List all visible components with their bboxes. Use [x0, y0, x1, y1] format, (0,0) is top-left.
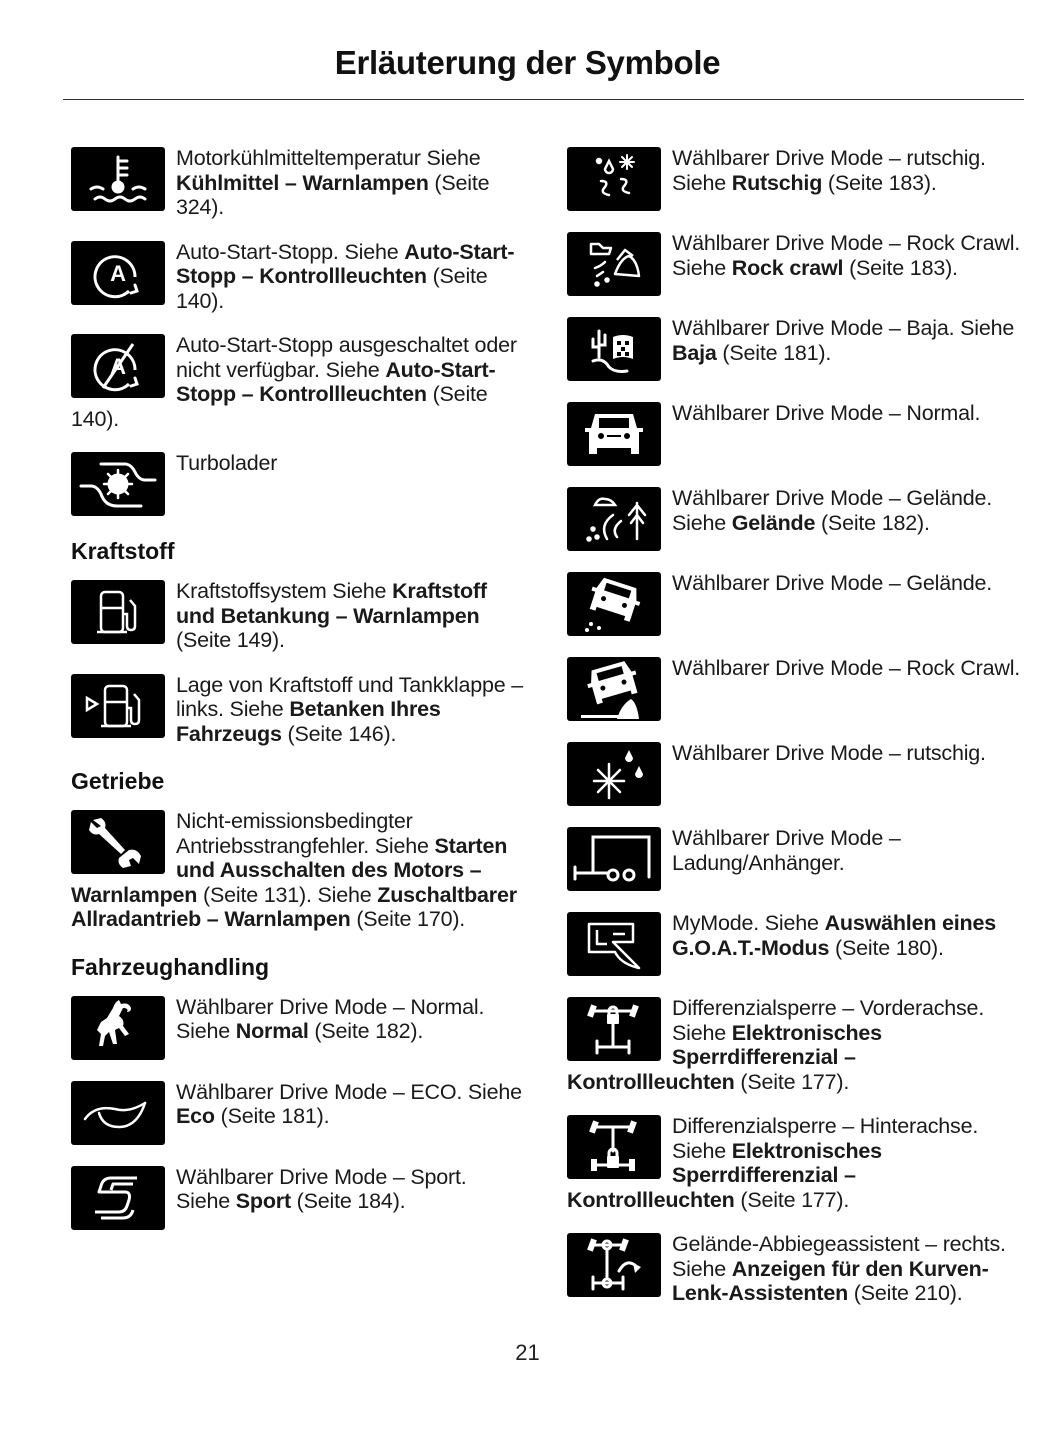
reference-link[interactable]: Kühlmittel – Warnlampen: [176, 170, 429, 195]
rear-diff-lock-icon: [567, 1115, 661, 1179]
reference-link[interactable]: Auto-Start-Stopp – Kontrollleuchten: [176, 357, 496, 406]
wrench-icon: [71, 810, 165, 874]
fuel-pump-icon: [71, 580, 165, 644]
reference-link[interactable]: Baja: [672, 340, 717, 365]
right-column: [567, 146, 1022, 1326]
svg-text:A: A: [110, 260, 126, 286]
reference-link[interactable]: Starten und Ausschalten des Motors – Warnlampen: [71, 833, 508, 907]
symbol-entry: Wählbarer Drive Mode – Normal. Siehe Normal (Seite 182).: [71, 995, 526, 1060]
reference-link[interactable]: Gelände: [731, 510, 816, 535]
symbol-entry: Wählbarer Drive Mode – Gelände.: [567, 571, 1022, 636]
reference-link[interactable]: Rutschig: [731, 170, 823, 195]
mymode-r-icon: [567, 912, 661, 976]
reference-link[interactable]: Auto-Start-Stopp – Kontrollleuchten: [176, 239, 515, 288]
slippery-mode-icon: [567, 147, 661, 211]
reference-link[interactable]: Elektronisches Sperrdifferenzial – Kontrollleuchten: [567, 1020, 882, 1094]
section-heading-kraftstoff: Kraftstoff: [71, 538, 175, 564]
terrain-mode-icon: [567, 487, 661, 551]
rock-crawl-mode-icon: [567, 232, 661, 296]
page-title: Erläuterung der Symbole: [334, 44, 721, 81]
offroad-vehicle-tilt-icon: [567, 572, 661, 636]
reference-link[interactable]: Kraftstoff und Betankung – Warnlampen: [176, 579, 487, 628]
baja-mode-icon: [567, 317, 661, 381]
symbol-entry: Gelände-Abbiegeassistent – rechts. Siehe Anzeigen für den Kurven-Lenk-Assistenten (Seite 210).: [567, 1232, 1022, 1306]
svg-text:A: A: [110, 354, 126, 379]
vehicle-front-icon: [567, 402, 661, 466]
trailer-icon: [567, 827, 661, 891]
reference-link[interactable]: Betanken Ihres Fahrzeugs: [176, 697, 441, 746]
symbol-entry: Wählbarer Drive Mode – rutschig. Siehe Rutschig (Seite 183).: [567, 146, 1022, 211]
symbol-entry: Motorkühlmitteltemperatur Siehe Kühlmittel – Warnlampen (Seite 324).: [71, 146, 526, 220]
symbol-entry: Turbolader: [71, 451, 526, 516]
symbol-entry: Wählbarer Drive Mode – Baja. Siehe Baja (Seite 181).: [567, 316, 1022, 381]
section-heading-getriebe: Getriebe: [71, 768, 165, 794]
section-heading-fahrzeughandling: Fahrzeughandling: [71, 953, 270, 980]
symbol-entry: Lage von Kraftstoff und Tankklappe – links. Siehe Betanken Ihres Fahrzeugs (Seite 146).: [71, 673, 526, 747]
left-column: [71, 146, 526, 1250]
sport-s-icon: [71, 1166, 165, 1230]
title-divider: [63, 99, 1024, 100]
coolant-temperature-icon: [71, 147, 165, 211]
symbol-entry: Wählbarer Drive Mode – Sport. Siehe Sport (Seite 184).: [71, 1165, 526, 1230]
page-number: 21: [515, 1340, 540, 1365]
symbol-entry: Kraftstoffsystem Siehe Kraftstoff und Betankung – Warnlampen (Seite 149).: [71, 579, 526, 653]
rock-crawl-vehicle-icon: [567, 657, 661, 721]
bronco-horse-icon: [71, 996, 165, 1060]
reference-link[interactable]: Elektronisches Sperrdifferenzial – Kontrollleuchten: [567, 1138, 882, 1212]
symbol-entry: Wählbarer Drive Mode – Ladung/Anhänger.: [567, 826, 1022, 891]
reference-link[interactable]: Auswählen eines G.O.A.T.-Modus: [672, 911, 997, 960]
symbol-entry: Differenzialsperre – Hinterachse. Siehe Elektronisches Sperrdifferenzial – Kontrollleuchten (Seite 177).: [567, 1114, 979, 1212]
symbol-entry: Wählbarer Drive Mode – rutschig.: [567, 741, 1022, 806]
reference-link[interactable]: Sport: [235, 1189, 291, 1213]
reference-link[interactable]: Anzeigen für den Kurven-Lenk-Assistenten: [672, 1256, 989, 1305]
symbol-entry: MyMode. Siehe Auswählen eines G.O.A.T.-Modus (Seite 180).: [567, 911, 1022, 976]
symbol-entry: Wählbarer Drive Mode – ECO. Siehe Eco (Seite 181).: [71, 1080, 526, 1145]
front-diff-lock-icon: [567, 997, 661, 1061]
turbocharger-icon: [71, 452, 165, 516]
auto-start-stop-icon: [71, 241, 165, 305]
eco-leaf-icon: [71, 1081, 165, 1145]
auto-start-stop-off-icon: [71, 334, 165, 398]
snowflake-drops-icon: [567, 742, 661, 806]
symbol-entry: Differenzialsperre – Vorderachse. Siehe Elektronisches Sperrdifferenzial – Kontrollleuchten (Seite 177).: [567, 996, 985, 1094]
symbol-entry: A Auto-Start-Stopp. Siehe Auto-Start-Stopp – Kontrollleuchten (Seite 140).: [71, 240, 526, 314]
symbol-entry: Wählbarer Drive Mode – Normal.: [567, 401, 1022, 466]
reference-link[interactable]: Normal: [235, 1019, 309, 1043]
reference-link[interactable]: Rock crawl: [731, 255, 844, 280]
symbol-entry: Wählbarer Drive Mode – Rock Crawl.: [567, 656, 1022, 721]
fuel-door-left-icon: [71, 674, 165, 738]
symbol-entry: Nicht-emissionsbedingter Antriebsstrangfehler. Siehe Starten und Ausschalten des Motors – Warnlampen (Seite 131). Siehe Zuschaltbarer Allradantrieb – Warnlampen (Seite 170).: [71, 809, 517, 931]
symbol-entry: A Auto-Start-Stopp ausgeschaltet oder nicht verfügbar. Siehe Auto-Start-Stopp – Kontrollleuchten (Seite 140).: [71, 333, 517, 431]
symbol-entry: Wählbarer Drive Mode – Rock Crawl. Siehe Rock crawl (Seite 183).: [567, 231, 1022, 296]
reference-link[interactable]: Zuschaltbarer Allradantrieb – Warnlampen: [71, 882, 517, 931]
symbol-entry: Wählbarer Drive Mode – Gelände. Siehe Gelände (Seite 182).: [567, 486, 1022, 551]
trail-turn-assist-right-icon: [567, 1233, 661, 1297]
reference-link[interactable]: Eco: [176, 1104, 215, 1128]
